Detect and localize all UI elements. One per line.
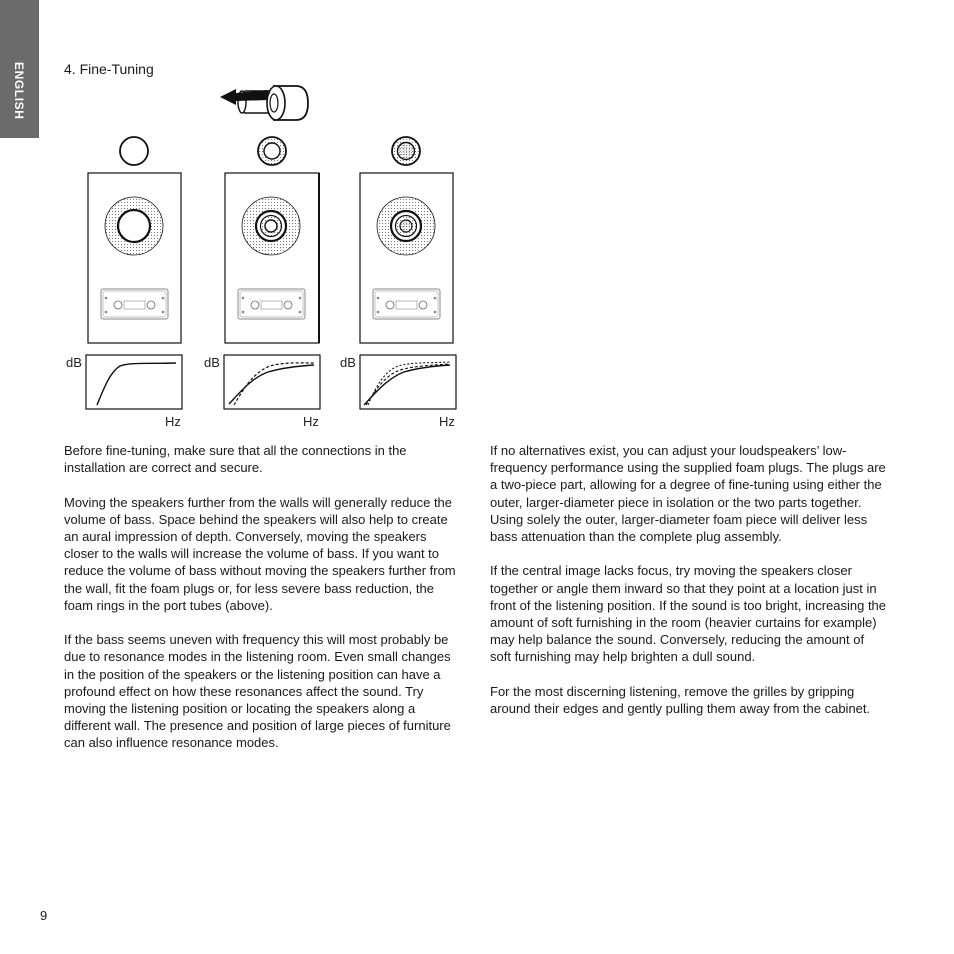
paragraph: If the bass seems uneven with frequency this will most probably be due to resonance modes in the listening room. Even small changes in the position of the speakers or the listening position can have a profound effect on how these resonances affect the sound. Try moving the listening position or locating the speakers along a different wall. The presence and position of large pieces of furniture can also influence resonance modes. <box>64 632 451 751</box>
paragraph: Before fine-tuning, make sure that all the connections in the installation are correct and secure. <box>64 443 407 476</box>
fine-tuning-illustration <box>0 0 954 440</box>
frequency-response-graph-open <box>66 355 182 429</box>
foam-plug-insertion-icon <box>220 86 308 120</box>
page-number: 9 <box>40 908 48 923</box>
frequency-response-graph-foam-ring <box>204 355 320 429</box>
graph-y-axis-label: dB <box>340 355 356 370</box>
foam-ring-port-icon <box>258 137 286 165</box>
paragraph: If the central image lacks focus, try moving the speakers closer together or angle them inward so that they point at a location just in front of the listening position. If the sound is too bright, increasing the amount of soft furnishing in the room (heavier curtains for example) may help balance the sound. Conversely, reducing the amount of soft furnishing may help brighten a dull sound. <box>490 563 887 665</box>
graph-x-axis-label: Hz <box>165 414 181 429</box>
left-text-column <box>64 442 456 769</box>
language-tab-label: ENGLISH <box>12 62 26 120</box>
graph-y-axis-label: dB <box>66 355 82 370</box>
right-text-column <box>490 442 888 734</box>
paragraph: If no alternatives exist, you can adjust your loudspeakers’ low-frequency performance using the supplied foam plugs. The plugs are a two-piece part, allowing for a degree of fine-tuning using either the outer, larger-diameter piece in isolation or the two parts together. Using solely the outer, larger-diameter foam piece will deliver less bass attenuation than the complete plug assembly. <box>490 443 886 545</box>
paragraph: Moving the speakers further from the walls will generally reduce the volume of bass. Space behind the speakers will also help to create an aural impression of depth. Conversely, moving the speakers closer to the walls will increase the volume of bass. If you want to reduce the volume of bass without moving the speakers further from the wall, fit the foam plugs or, for less severe bass reduction, the foam rings in the port tubes (above). <box>64 494 456 613</box>
speaker-foam-plug <box>360 173 453 343</box>
graph-x-axis-label: Hz <box>303 414 319 429</box>
graph-x-axis-label: Hz <box>439 414 455 429</box>
open-port-icon <box>120 137 148 165</box>
frequency-response-graph-foam-plug <box>340 355 456 429</box>
graph-y-axis-label: dB <box>204 355 220 370</box>
speaker-open-port <box>88 173 181 343</box>
speaker-foam-ring <box>225 173 319 343</box>
foam-plug-port-icon <box>392 137 420 165</box>
section-title: 4. Fine-Tuning <box>64 61 154 77</box>
paragraph: For the most discerning listening, remove the grilles by gripping around their edges and gently pulling them away from the cabinet. <box>490 683 871 717</box>
